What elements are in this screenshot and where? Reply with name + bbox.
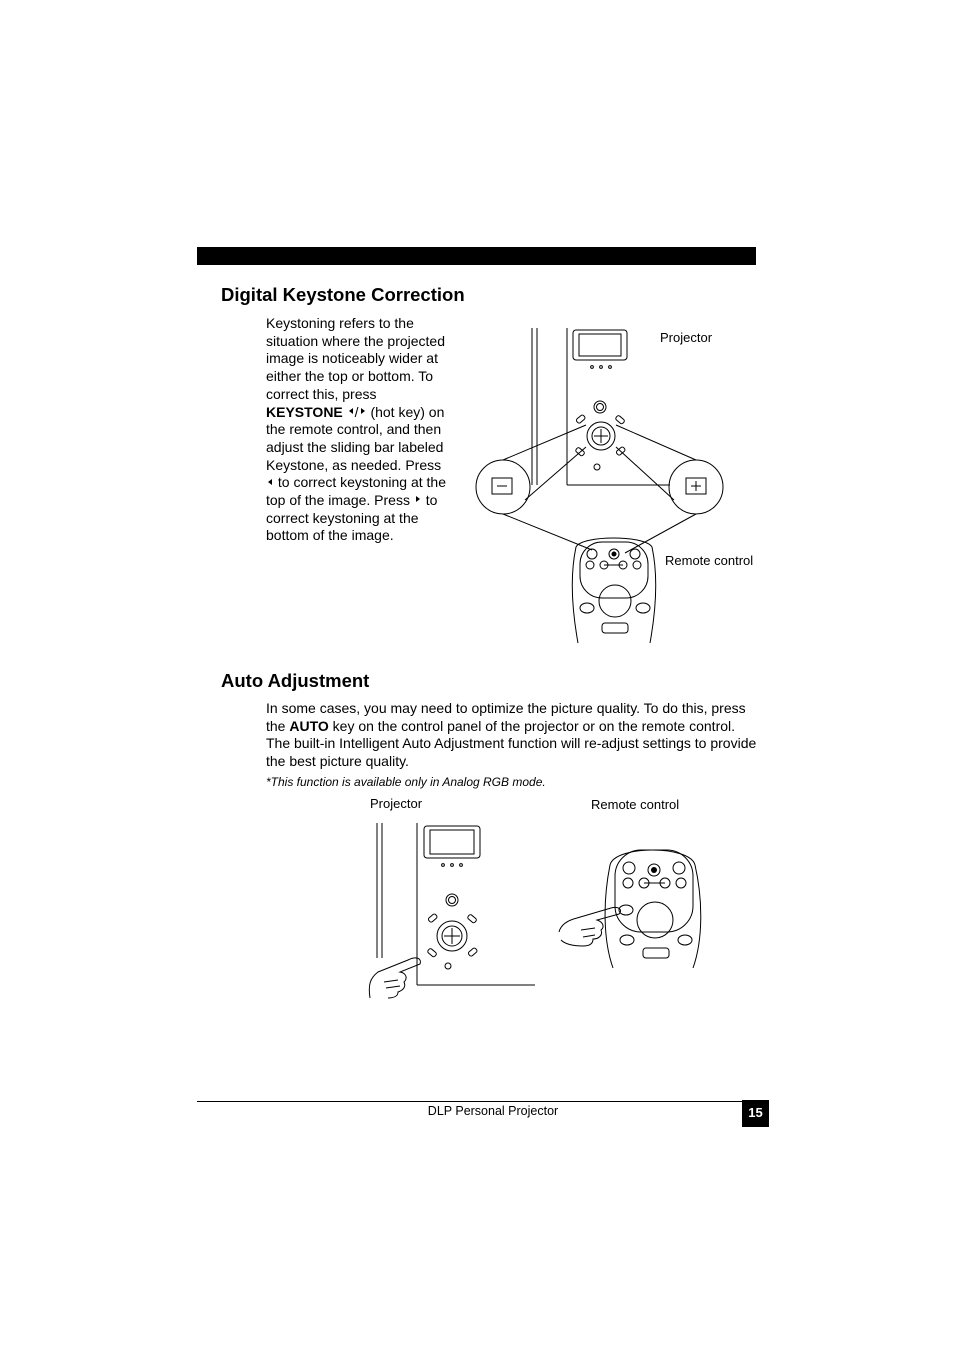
triangle-left-icon: [268, 479, 272, 485]
section-title-keystone: Digital Keystone Correction: [221, 284, 465, 305]
header-bar: [197, 247, 756, 265]
auto-text-a: In some cases, you may need to optimize the picture quality. To do this, press the: [266, 700, 746, 734]
auto-projector-diagram: [360, 820, 540, 1000]
auto-key-label: AUTO: [289, 717, 329, 734]
keystone-text-c: to correct keystoning at the top of the image. Press: [266, 474, 446, 509]
keystone-text-b: (hot key) on the remote control, and then adjust the sliding bar labeled Keystone, as needed. Press: [266, 403, 445, 473]
analog-note: *This function is available only in Analog RGB mode.: [266, 775, 546, 789]
label-remote-1: Remote control: [665, 553, 754, 568]
footer-doc-title: DLP Personal Projector: [427, 1104, 559, 1118]
triangle-left-icon: [349, 408, 353, 414]
slash-text: /: [354, 403, 359, 420]
label-projector-1: Projector: [660, 330, 713, 345]
footer-rule: [197, 1101, 742, 1102]
auto-text-b: key on the control panel of the projector or on the remote control. The built-in Intelligent Auto Adjustment function will re-adjust settings to provide the best picture quality.: [266, 717, 757, 770]
keystone-paragraph: [266, 315, 452, 545]
auto-paragraph: [266, 700, 758, 771]
section-title-auto: Auto Adjustment: [221, 670, 370, 691]
auto-remote-diagram: [555, 840, 715, 980]
keystone-text-d: to correct keystoning at the bottom of the image.: [266, 492, 438, 544]
keystone-key-label: KEYSTONE: [266, 403, 343, 420]
page-number: 15: [742, 1100, 769, 1127]
label-projector-2: Projector: [370, 796, 423, 811]
keystone-text-a: Keystoning refers to the situation where the projected image is noticeably wider at either the top or bottom. To correct this, press: [266, 315, 445, 402]
triangle-right-icon: [416, 496, 420, 502]
label-remote-2: Remote control: [591, 797, 680, 812]
keystone-diagram: [470, 325, 760, 645]
triangle-right-icon: [361, 408, 365, 414]
